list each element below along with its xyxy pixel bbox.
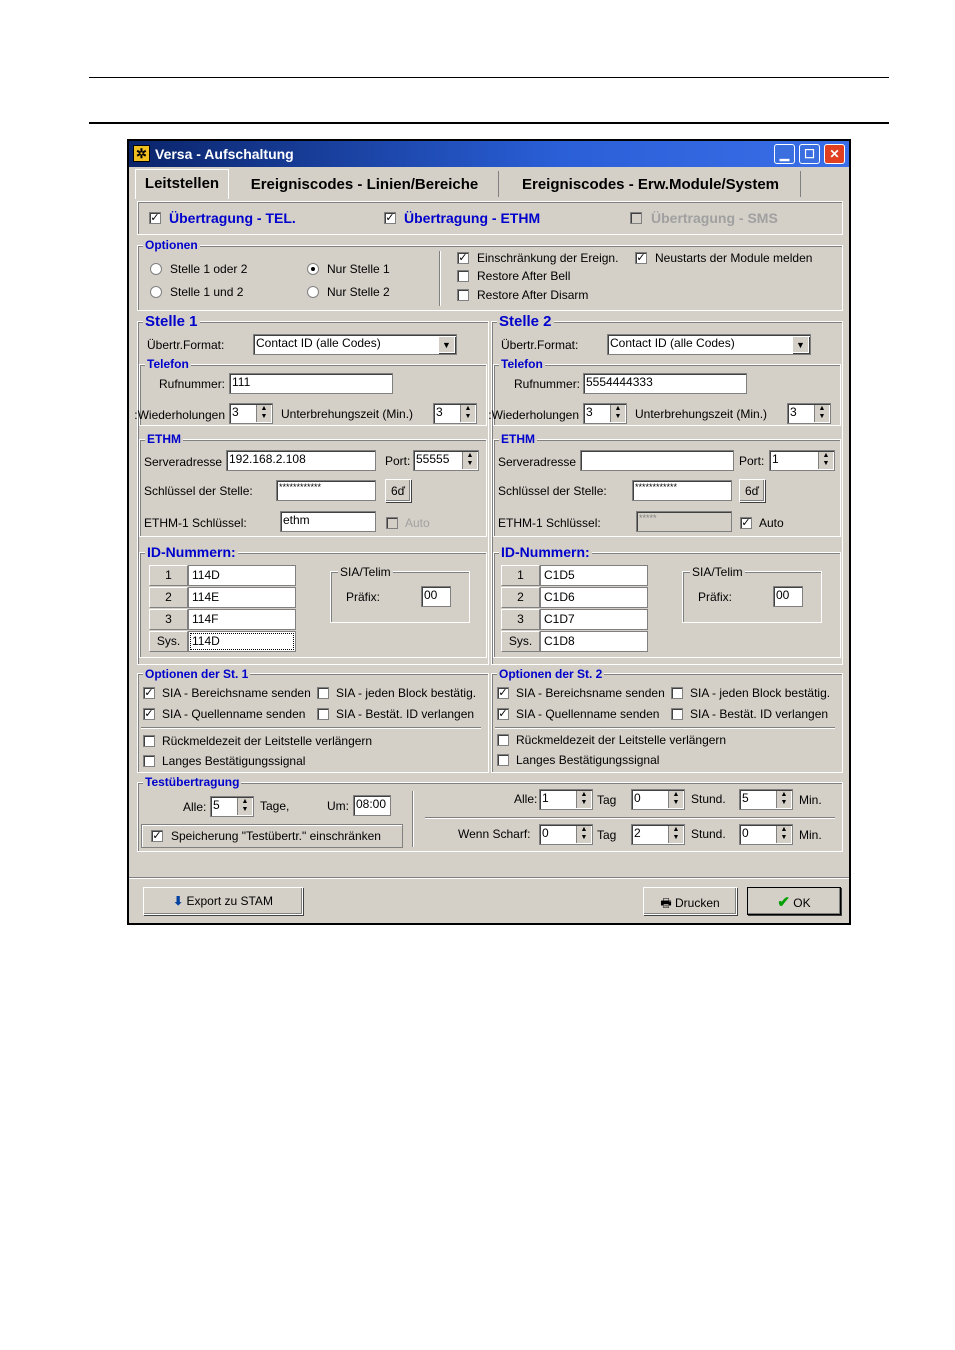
stelle2-id-row-2-number: 2 — [501, 587, 540, 608]
stelle2-ids-title: ID-Nummern: — [501, 544, 590, 560]
opt1-sia-bestaet-id-label: SIA - Bestät. ID verlangen — [336, 707, 475, 721]
opt2-rueckmeldezeit-label: Rückmeldezeit der Leitstelle verlängern — [516, 733, 727, 747]
opt2-sia-jeden-block-label: SIA - jeden Block bestätig. — [690, 686, 831, 700]
test-tage-label: Tage, — [260, 799, 290, 813]
window-title: Versa - Aufschaltung — [155, 146, 294, 162]
stelle1-wiederholungen-spinner[interactable]: 3 ▲ ▼ — [229, 403, 273, 424]
print-button[interactable]: 🖶 Drucken — [643, 887, 737, 915]
opt2-rueckmeldezeit-checkbox[interactable] — [497, 734, 509, 746]
sms-label: Übertragung - SMS — [651, 210, 778, 226]
stelle2-show-key-button[interactable] — [739, 479, 765, 502]
opt1-sia-bereichsname-checkbox[interactable]: ✓ — [144, 687, 154, 699]
stelle2-id-row-1-number: 1 — [501, 565, 540, 586]
stelle2-ethm1key-input[interactable]: ***** — [636, 511, 732, 532]
stelle2-id-row-1-value[interactable]: C1D5 — [540, 565, 648, 586]
opt2-sia-quellenname-label: SIA - Quellenname senden — [516, 707, 660, 721]
stelle2-wiederholungen-spinner[interactable]: 3 ▲ ▼ — [583, 403, 627, 424]
stelle2-server-label: Serveradresse — [498, 455, 577, 469]
bottom-divider — [129, 877, 849, 879]
test-um-label: Um: — [327, 799, 349, 813]
test-title: Testübertragung — [145, 775, 240, 789]
stelle2-siatelim-title: SIA/Telim — [692, 565, 743, 579]
opt1-sia-jeden-block-label: SIA - jeden Block bestätig. — [336, 686, 477, 700]
test-right-alle-stund-spinner[interactable]: 0 ▲ ▼ — [631, 789, 685, 810]
opt1-sia-quellenname-checkbox[interactable]: ✓ — [144, 708, 154, 720]
stelle1-rufnummer-label: Rufnummer: — [159, 377, 226, 391]
maximize-button[interactable]: ☐ — [799, 144, 820, 164]
header-rule-top — [89, 77, 889, 78]
printer-icon: 🖶 — [660, 896, 672, 910]
test-right-alle-tag-label: Tag — [597, 793, 617, 807]
test-right-alle-tag-spinner[interactable]: 1 ▲ ▼ — [539, 789, 593, 810]
test-right-alle-stund-label: Stund. — [691, 792, 726, 806]
stelle2-format-label: Übertr.Format: — [501, 338, 579, 352]
stelle2-rufnummer-label: Rufnummer: — [514, 377, 581, 391]
stelle1-ethm1key-label: ETHM-1 Schlüssel: — [144, 516, 247, 530]
stelle1-id-row-3-number: 3 — [149, 609, 188, 630]
stelle1-siatelim-title: SIA/Telim — [340, 565, 391, 579]
radio-stelle-1-und-2-label: Stelle 1 und 2 — [170, 285, 244, 299]
options-title: Optionen — [145, 238, 198, 252]
tab-strip — [133, 171, 845, 199]
test-alle-spinner[interactable]: 5 ▲ ▼ — [210, 796, 254, 817]
stelle2-port-spinner[interactable]: 1 ▲ ▼ — [769, 450, 835, 471]
minimize-button[interactable]: ▁ — [774, 144, 795, 164]
radio-nur-stelle-1-label: Nur Stelle 1 — [327, 262, 390, 276]
stelle2-id-row-2-value[interactable]: C1D6 — [540, 587, 648, 608]
stelle2-format-select[interactable]: Contact ID (alle Codes) ▼ — [607, 334, 811, 355]
radio-nur-stelle-2[interactable] — [307, 286, 319, 298]
opt2-sia-bestaet-id-checkbox[interactable] — [671, 708, 683, 720]
opt1-langes-signal-checkbox[interactable] — [143, 755, 155, 767]
stelle1-port-spinner[interactable]: 55555 ▲ ▼ — [413, 450, 479, 471]
opt1-langes-signal-label: Langes Bestätigungssignal — [162, 754, 306, 768]
stelle1-telefon-title: Telefon — [147, 357, 189, 371]
tel-checkbox[interactable]: ✓ — [150, 212, 160, 224]
test-divider-horizontal — [425, 817, 835, 819]
spin-arrows-icon[interactable]: ▲ ▼ — [814, 405, 829, 422]
neustarts-checkbox[interactable]: ✓ — [636, 252, 646, 264]
close-button[interactable]: ✕ — [824, 144, 845, 164]
stelle1-port-label: Port: — [385, 454, 411, 468]
radio-nur-stelle-1[interactable] — [307, 263, 319, 275]
export-stam-button[interactable]: ⬇ Export zu STAM — [143, 887, 303, 915]
spin-arrows-icon[interactable]: ▲ ▼ — [460, 405, 475, 422]
opt1-title: Optionen der St. 1 — [145, 667, 249, 681]
opt1-sia-jeden-block-checkbox[interactable] — [317, 687, 329, 699]
stelle1-id-row-1-number: 1 — [149, 565, 188, 586]
stelle2-auto-label: Auto — [759, 516, 784, 530]
stelle1-wiederholungen-label: Wiederholungen: — [134, 408, 225, 422]
stelle1-prefix-label: Präfix: — [346, 590, 381, 604]
stelle1-id-sys-label: Sys. — [149, 631, 188, 652]
opt2-title: Optionen der St. 2 — [499, 667, 603, 681]
test-wenn-tag-label: Tag — [597, 828, 617, 842]
opt1-sia-quellenname-label: SIA - Quellenname senden — [162, 707, 306, 721]
test-alle-label: Alle: — [183, 800, 207, 814]
stelle1-ids-title: ID-Nummern: — [147, 544, 236, 560]
ethm-label: Übertragung - ETHM — [404, 210, 541, 226]
stelle2-ethm1key-label: ETHM-1 Schlüssel: — [498, 516, 601, 530]
spin-arrows-icon[interactable]: ▲ ▼ — [668, 826, 683, 843]
stelle2-title: Stelle 2 — [499, 313, 552, 330]
opt2-sia-bereichsname-checkbox[interactable]: ✓ — [498, 687, 508, 699]
stelle1-unterbrechung-spinner[interactable]: 3 ▲ ▼ — [433, 403, 477, 424]
test-wenn-min-spinner[interactable]: 0 ▲ ▼ — [739, 824, 793, 845]
opt1-sia-bereichsname-label: SIA - Bereichsname senden — [162, 686, 311, 700]
spin-arrows-icon[interactable]: ▲ ▼ — [256, 405, 271, 422]
radio-stelle-1-oder-2[interactable] — [150, 263, 162, 275]
stelle2-server-input[interactable] — [580, 450, 734, 471]
stelle1-id-row-3-value[interactable]: 114F — [188, 609, 296, 630]
opt2-divider — [495, 727, 835, 729]
restore-after-disarm-checkbox[interactable] — [457, 289, 469, 301]
eye-icon: 6ď — [744, 484, 760, 498]
stelle2-rufnummer-input[interactable]: 5554444333 — [583, 373, 747, 394]
header-rule-bottom — [89, 122, 889, 124]
test-wenn-min-label: Min. — [799, 828, 822, 842]
stelle1-id-row-1-value[interactable]: 114D — [188, 565, 296, 586]
speicherung-label: Speicherung "Testübertr." einschränken — [171, 829, 381, 843]
opt2-sia-quellenname-checkbox[interactable]: ✓ — [498, 708, 508, 720]
opt2-sia-jeden-block-checkbox[interactable] — [671, 687, 683, 699]
sms-checkbox[interactable] — [630, 212, 642, 224]
title-bar[interactable] — [129, 141, 849, 167]
stelle1-server-label: Serveradresse — [144, 455, 223, 469]
aufschaltung-window — [127, 139, 851, 925]
app-icon: ✲ — [133, 145, 150, 162]
opt1-rueckmeldezeit-checkbox[interactable] — [143, 735, 155, 747]
spin-arrows-icon[interactable]: ▲ ▼ — [576, 826, 591, 843]
stelle2-id-row-3-number: 3 — [501, 609, 540, 630]
speicherung-toggle[interactable] — [141, 824, 403, 848]
stelle1-rufnummer-input[interactable]: 111 — [229, 373, 393, 394]
stelle1-server-input[interactable]: 192.168.2.108 — [226, 450, 376, 471]
test-wenn-tag-spinner[interactable]: 0 ▲ ▼ — [539, 824, 593, 845]
checkmark-icon: ✔ — [777, 894, 790, 911]
stelle1-unterbrechung-label: Unterbrehungszeit (Min.) — [281, 407, 414, 421]
test-right-alle-label: Alle: — [514, 792, 538, 806]
spin-arrows-icon[interactable]: ▲ ▼ — [668, 791, 683, 808]
spin-arrows-icon[interactable]: ▲ ▼ — [462, 452, 477, 469]
export-icon: ⬇ — [173, 894, 184, 908]
test-right-alle-min-label: Min. — [799, 793, 822, 807]
stelle1-key-input[interactable]: ************ — [276, 480, 376, 501]
eye-icon: 6ď — [390, 484, 406, 498]
ok-button[interactable]: ✔ OK — [747, 887, 841, 915]
tel-label: Übertragung - TEL. — [169, 210, 296, 226]
stelle1-id-row-2-number: 2 — [149, 587, 188, 608]
ethm-checkbox[interactable]: ✓ — [385, 212, 395, 224]
opt2-sia-bestaet-id-label: SIA - Bestät. ID verlangen — [690, 707, 829, 721]
stelle2-key-input[interactable]: ************ — [632, 480, 732, 501]
speicherung-checkbox[interactable]: ✓ — [152, 830, 162, 842]
test-um-input[interactable]: 08:00 — [353, 795, 391, 816]
spin-arrows-icon[interactable]: ▲ ▼ — [776, 791, 791, 808]
opt2-langes-signal-label: Langes Bestätigungssignal — [516, 753, 660, 767]
tab-leitstellen[interactable]: Leitstellen — [135, 169, 229, 199]
tab-ereigniscodes-linien[interactable]: Ereigniscodes - Linien/Bereiche — [231, 171, 499, 197]
stelle1-title: Stelle 1 — [145, 313, 198, 330]
stelle2-key-label: Schlüssel der Stelle: — [498, 484, 607, 498]
stelle1-auto-checkbox[interactable] — [386, 517, 398, 529]
stelle1-key-label: Schlüssel der Stelle: — [144, 484, 253, 498]
stelle1-id-row-2-value[interactable]: 114E — [188, 587, 296, 608]
stelle1-prefix-input[interactable]: 00 — [421, 586, 451, 607]
test-divider-vertical — [412, 791, 414, 847]
stelle2-auto-checkbox[interactable]: ✓ — [741, 517, 751, 529]
options-divider — [439, 251, 441, 306]
chevron-down-icon: ▼ — [438, 336, 455, 353]
einschraenkung-label: Einschränkung der Ereign. — [477, 251, 619, 265]
stelle2-telefon-title: Telefon — [501, 357, 543, 371]
stelle2-id-sys-value[interactable]: C1D8 — [540, 631, 648, 652]
spin-arrows-icon[interactable]: ▲ ▼ — [610, 405, 625, 422]
restore-after-bell-checkbox[interactable] — [457, 270, 469, 282]
spin-arrows-icon[interactable]: ▲ ▼ — [576, 791, 591, 808]
test-wenn-stund-label: Stund. — [691, 827, 726, 841]
stelle1-format-select[interactable]: Contact ID (alle Codes) ▼ — [253, 334, 457, 355]
opt2-langes-signal-checkbox[interactable] — [497, 754, 509, 766]
stelle2-ethm-title: ETHM — [501, 432, 535, 446]
spin-arrows-icon[interactable]: ▲ ▼ — [818, 452, 833, 469]
neustarts-label: Neustarts der Module melden — [655, 251, 813, 265]
stelle1-ethm1key-input[interactable]: ethm — [280, 511, 376, 532]
stelle2-wiederholungen-label: Wiederholungen: — [488, 408, 579, 422]
einschraenkung-checkbox[interactable]: ✓ — [458, 252, 468, 264]
stelle1-format-label: Übertr.Format: — [147, 338, 225, 352]
opt1-rueckmeldezeit-label: Rückmeldezeit der Leitstelle verlängern — [162, 734, 373, 748]
radio-stelle-1-oder-2-label: Stelle 1 oder 2 — [170, 262, 248, 276]
restore-after-bell-label: Restore After Bell — [477, 269, 571, 283]
stelle2-id-row-3-value[interactable]: C1D7 — [540, 609, 648, 630]
chevron-down-icon: ▼ — [792, 336, 809, 353]
stelle2-prefix-input[interactable]: 00 — [773, 586, 803, 607]
stelle1-ethm-title: ETHM — [147, 432, 181, 446]
tab-ereigniscodes-module[interactable]: Ereigniscodes - Erw.Module/System — [501, 171, 801, 197]
test-wenn-stund-spinner[interactable]: 2 ▲ ▼ — [631, 824, 685, 845]
spin-arrows-icon[interactable]: ▲ ▼ — [237, 798, 252, 815]
stelle2-prefix-label: Präfix: — [698, 590, 733, 604]
test-wenn-scharf-label: Wenn Scharf: — [458, 827, 531, 841]
stelle2-port-label: Port: — [739, 454, 765, 468]
opt1-sia-bestaet-id-checkbox[interactable] — [317, 708, 329, 720]
stelle2-unterbrechung-label: Unterbrehungszeit (Min.) — [635, 407, 768, 421]
stelle2-unterbrechung-spinner[interactable]: 3 ▲ ▼ — [787, 403, 831, 424]
radio-stelle-1-und-2[interactable] — [150, 286, 162, 298]
stelle1-auto-label: Auto — [405, 516, 430, 530]
restore-after-disarm-label: Restore After Disarm — [477, 288, 589, 302]
test-right-alle-min-spinner[interactable]: 5 ▲ ▼ — [739, 789, 793, 810]
stelle2-id-sys-label: Sys. — [501, 631, 540, 652]
opt2-sia-bereichsname-label: SIA - Bereichsname senden — [516, 686, 665, 700]
spin-arrows-icon[interactable]: ▲ ▼ — [776, 826, 791, 843]
stelle1-id-sys-value[interactable]: 114D — [188, 631, 296, 652]
opt1-divider — [141, 727, 481, 729]
radio-nur-stelle-2-label: Nur Stelle 2 — [327, 285, 390, 299]
stelle1-show-key-button[interactable] — [385, 479, 411, 502]
